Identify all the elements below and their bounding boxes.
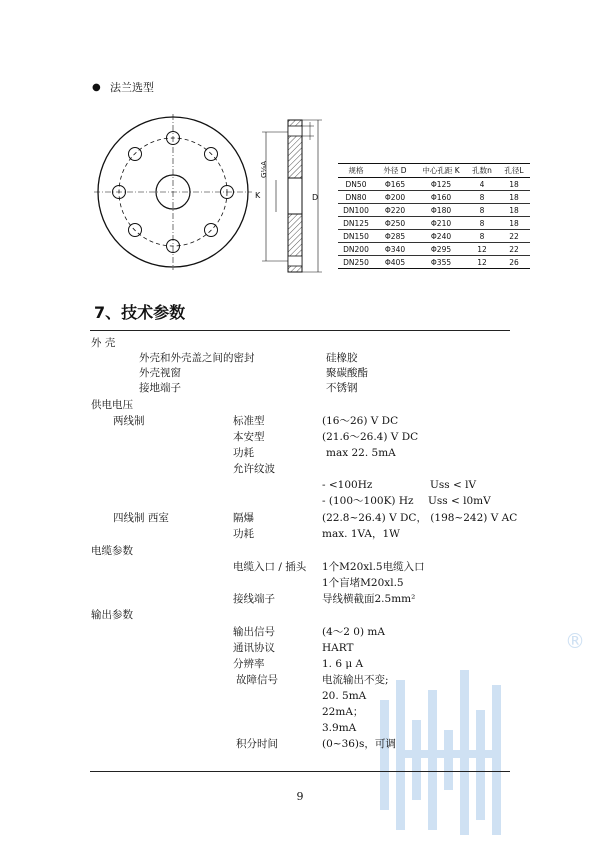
table-cell: 18 (498, 191, 530, 204)
bolt-hole-section (288, 256, 302, 266)
spec-category-power: 供电电压 (91, 399, 133, 411)
table-row (338, 230, 530, 243)
spec-value: Uss < lV (430, 479, 477, 491)
table-cell: DN250 (338, 256, 374, 269)
spec-label: 隔爆 (233, 512, 254, 524)
spec-category-cable: 电缆参数 (91, 545, 133, 557)
table-cell: DN50 (338, 178, 374, 191)
flange-size-table (338, 163, 530, 269)
table-cell: DN100 (338, 204, 374, 217)
table-header-cell: 中心孔距 K (416, 164, 466, 178)
spec-value: 20. 5mA (322, 690, 367, 702)
table-cell: 8 (466, 204, 498, 217)
divider-line (90, 771, 510, 772)
spec-label: 标准型 (233, 415, 265, 427)
table-cell: DN200 (338, 243, 374, 256)
spec-value: 1. 6 μ A (322, 658, 364, 670)
spec-category-housing: 外 壳 (91, 337, 116, 349)
spec-value: - (100～100K) Hz (322, 495, 414, 507)
watermark-bar (492, 685, 501, 835)
spec-label: 功耗 (233, 528, 254, 540)
spec-label: 积分时间 (236, 738, 278, 750)
section-bore (288, 178, 302, 214)
table-row (338, 191, 530, 204)
table-cell: 8 (466, 217, 498, 230)
spec-value: 不锈钢 (326, 382, 358, 394)
table-cell: Φ160 (416, 191, 466, 204)
table-cell: Φ250 (374, 217, 416, 230)
watermark-bar (412, 720, 421, 800)
table-row (338, 243, 530, 256)
table-cell: 8 (466, 191, 498, 204)
bolt-hole-section (288, 126, 302, 136)
spec-label: 故障信号 (236, 674, 278, 686)
spec-value: (0~36)s，可调 (322, 738, 396, 750)
watermark-logo (370, 630, 520, 840)
table-header-cell: 孔径L (498, 164, 530, 178)
spec-value: (22.8~26.4) V DC， (198~242) V AC (322, 512, 518, 524)
table-header-row (338, 164, 530, 178)
spec-sublabel: 四线制 西室 (113, 512, 169, 524)
table-cell: Φ210 (416, 217, 466, 230)
divider-line (90, 330, 510, 331)
table-cell: Φ240 (416, 230, 466, 243)
table-cell: 4 (466, 178, 498, 191)
table-cell: 22 (498, 230, 530, 243)
table-cell: DN125 (338, 217, 374, 230)
table-cell: Φ220 (374, 204, 416, 217)
spec-label: 外壳和外壳盖之间的密封 (139, 352, 255, 364)
flange-section-title: 法兰选型 (110, 81, 154, 94)
page-number: 9 (296, 790, 304, 803)
table-cell: DN80 (338, 191, 374, 204)
section-heading: 7、技术参数 (94, 303, 186, 322)
table-cell: 26 (498, 256, 530, 269)
table-cell: Φ125 (416, 178, 466, 191)
table-header-cell: 孔数n (466, 164, 498, 178)
table-cell: Φ200 (374, 191, 416, 204)
table-cell: DN150 (338, 230, 374, 243)
table-cell: 8 (466, 230, 498, 243)
spec-value: max 22. 5mA (326, 447, 396, 459)
table-cell: Φ405 (374, 256, 416, 269)
spec-value: 电流输出不变; (322, 674, 389, 686)
bullet: ● (92, 82, 101, 93)
watermark-bar (428, 690, 437, 830)
spec-label: 本安型 (233, 431, 265, 443)
table-cell: 18 (498, 204, 530, 217)
table-cell: Φ355 (416, 256, 466, 269)
spec-value: - <100Hz (322, 479, 373, 491)
spec-label: 功耗 (233, 447, 254, 459)
spec-label: 外壳视窗 (139, 367, 181, 379)
spec-value: 3.9mA (322, 722, 357, 734)
table-header-cell: 规格 (338, 164, 374, 178)
dimension-label-k: K (255, 191, 261, 200)
watermark-bar (444, 730, 453, 790)
table-cell: Φ180 (416, 204, 466, 217)
spec-value: (16～26) V DC (322, 415, 399, 427)
registered-trademark-mark: ® (565, 629, 585, 653)
watermark-bar (476, 710, 485, 820)
table-cell: Φ165 (374, 178, 416, 191)
spec-value: Uss < l0mV (428, 495, 491, 507)
spec-value: HART (322, 642, 354, 654)
table-cell: 18 (498, 217, 530, 230)
flange-front-view-drawing (94, 112, 254, 272)
spec-category-output: 输出参数 (91, 609, 133, 621)
table-cell: 12 (466, 243, 498, 256)
spec-label: 输出信号 (233, 626, 275, 638)
spec-label: 接线端子 (233, 593, 275, 605)
table-row (338, 204, 530, 217)
spec-value: 22mA； (322, 706, 364, 718)
table-cell: Φ285 (374, 230, 416, 243)
table-cell: 12 (466, 256, 498, 269)
spec-label: 分辨率 (233, 658, 265, 670)
table-cell: 18 (498, 178, 530, 191)
spec-value: 导线横截面2.5mm² (322, 593, 416, 605)
table-header-cell: 外径 D (374, 164, 416, 178)
dimension-label-d: D (312, 193, 319, 202)
spec-value: 聚碳酸酯 (326, 367, 368, 379)
table-cell: Φ295 (416, 243, 466, 256)
table-row (338, 217, 530, 230)
watermark-bar (396, 750, 501, 758)
table-cell: Φ340 (374, 243, 416, 256)
spec-value: (4～2 0) mA (322, 626, 385, 638)
dimension-label-thread: G⅛A (260, 161, 268, 178)
spec-value: max. 1VA，1W (322, 528, 400, 540)
spec-value: 硅橡胶 (326, 352, 358, 364)
spec-label: 通讯协议 (233, 642, 275, 654)
spec-value: 1个M20xl.5电缆入口 (322, 561, 425, 573)
flange-side-section-drawing (252, 118, 332, 288)
spec-label: 允许纹波 (233, 463, 275, 475)
spec-label: 接地端子 (139, 382, 181, 394)
table-cell: 22 (498, 243, 530, 256)
spec-value: (21.6～26.4) V DC (322, 431, 419, 443)
spec-sublabel: 两线制 (113, 415, 145, 427)
spec-label: 电缆入口 / 插头 (233, 561, 307, 573)
table-row (338, 178, 530, 191)
table-row (338, 256, 530, 269)
spec-value: 1个盲堵M20xl.5 (322, 577, 404, 589)
